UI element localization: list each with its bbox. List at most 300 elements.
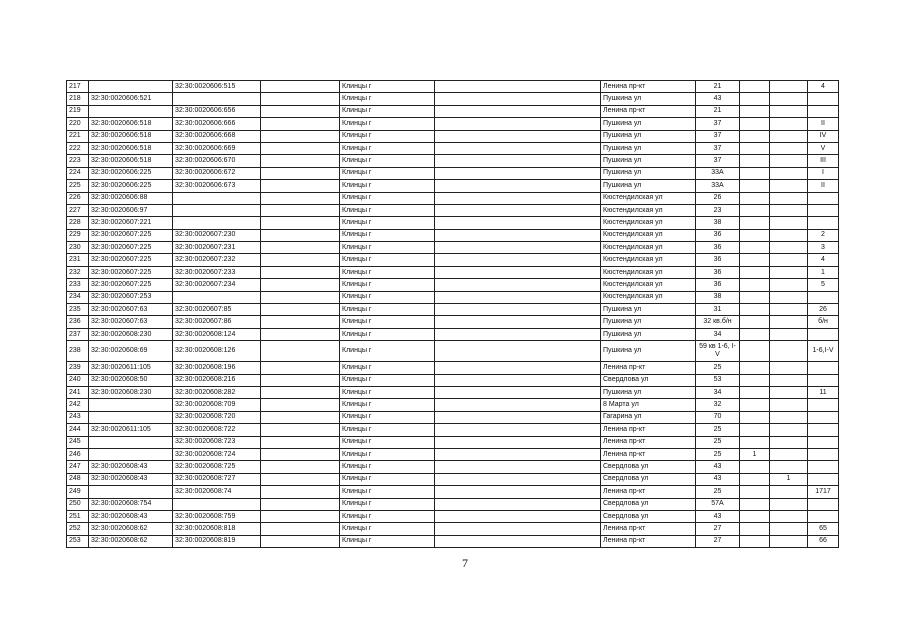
table-row — [67, 436, 839, 448]
table-row — [67, 204, 839, 216]
city-cell: Клинцы г — [340, 217, 435, 229]
mark-cell — [740, 486, 770, 498]
empty-cell — [435, 523, 601, 535]
row-number-cell: 230 — [67, 242, 89, 254]
row-number-cell: 227 — [67, 204, 89, 216]
mark-cell — [740, 498, 770, 510]
row-number-cell: 223 — [67, 155, 89, 167]
mark-cell — [740, 266, 770, 278]
parent-cadastral-number-cell: 32:30:0020607:225 — [89, 266, 173, 278]
empty-cell — [435, 142, 601, 154]
house-number-cell: 37 — [696, 118, 740, 130]
city-cell: Клинцы г — [340, 155, 435, 167]
row-number-cell: 231 — [67, 254, 89, 266]
cadastral-number-cell — [173, 217, 261, 229]
table-row — [67, 130, 839, 142]
cadastral-number-cell: 32:30:0020606:668 — [173, 130, 261, 142]
street-cell: Кюстендилская ул — [601, 192, 696, 204]
mark-cell — [740, 192, 770, 204]
table-row — [67, 291, 839, 303]
premises-number-cell: 1-6,I-V — [808, 341, 839, 362]
premises-number-cell: 26 — [808, 304, 839, 316]
cadastral-number-cell: 32:30:0020607:232 — [173, 254, 261, 266]
mark-cell — [740, 291, 770, 303]
premises-number-cell — [808, 473, 839, 485]
premises-number-cell — [808, 217, 839, 229]
cadastral-number-cell: 32:30:0020606:672 — [173, 167, 261, 179]
city-cell: Клинцы г — [340, 523, 435, 535]
house-number-cell: 59 кв 1-6, I-V — [696, 341, 740, 362]
premises-number-cell — [808, 461, 839, 473]
city-cell: Клинцы г — [340, 424, 435, 436]
row-number-cell: 249 — [67, 486, 89, 498]
street-cell: Кюстендилская ул — [601, 279, 696, 291]
parent-cadastral-number-cell: 32:30:0020606:518 — [89, 142, 173, 154]
premises-number-cell — [808, 374, 839, 386]
row-number-cell: 224 — [67, 167, 89, 179]
house-number-cell: 36 — [696, 266, 740, 278]
city-cell: Клинцы г — [340, 242, 435, 254]
city-cell: Клинцы г — [340, 266, 435, 278]
mark-cell — [740, 341, 770, 362]
cadastral-number-cell: 32:30:0020607:231 — [173, 242, 261, 254]
cadastral-number-cell — [173, 192, 261, 204]
empty-cell — [261, 424, 340, 436]
mark-cell — [740, 217, 770, 229]
table-row — [67, 155, 839, 167]
house-number-cell: 34 — [696, 328, 740, 340]
empty-cell — [261, 374, 340, 386]
cadastral-number-cell: 32:30:0020608:724 — [173, 448, 261, 460]
street-cell: Свердлова ул — [601, 510, 696, 522]
street-cell: Пушкина ул — [601, 155, 696, 167]
empty-cell — [261, 399, 340, 411]
empty-cell — [435, 411, 601, 423]
house-number-cell: 53 — [696, 374, 740, 386]
cadastral-number-cell: 32:30:0020608:124 — [173, 328, 261, 340]
parent-cadastral-number-cell: 32:30:0020606:521 — [89, 93, 173, 105]
premises-number-cell: б/н — [808, 316, 839, 328]
row-number-cell: 245 — [67, 436, 89, 448]
premises-number-cell: 11 — [808, 386, 839, 398]
parent-cadastral-number-cell: 32:30:0020607:63 — [89, 304, 173, 316]
row-number-cell: 252 — [67, 523, 89, 535]
mark-cell — [770, 105, 808, 117]
mark-cell — [770, 266, 808, 278]
house-number-cell: 25 — [696, 486, 740, 498]
house-number-cell: 25 — [696, 448, 740, 460]
mark-cell — [770, 242, 808, 254]
mark-cell — [770, 93, 808, 105]
cadastral-number-cell: 32:30:0020606:673 — [173, 180, 261, 192]
street-cell: 8 Марта ул — [601, 399, 696, 411]
cadastral-number-cell — [173, 204, 261, 216]
city-cell: Клинцы г — [340, 192, 435, 204]
street-cell: Пушкина ул — [601, 386, 696, 398]
mark-cell — [740, 424, 770, 436]
cadastral-number-cell: 32:30:0020608:819 — [173, 535, 261, 547]
street-cell: Пушкина ул — [601, 316, 696, 328]
premises-number-cell: 65 — [808, 523, 839, 535]
parent-cadastral-number-cell: 32:30:0020607:225 — [89, 254, 173, 266]
street-cell: Ленина пр-кт — [601, 81, 696, 93]
city-cell: Клинцы г — [340, 386, 435, 398]
empty-cell — [261, 93, 340, 105]
city-cell: Клинцы г — [340, 93, 435, 105]
cadastral-number-cell: 32:30:0020608:818 — [173, 523, 261, 535]
house-number-cell: 38 — [696, 291, 740, 303]
city-cell: Клинцы г — [340, 254, 435, 266]
row-number-cell: 248 — [67, 473, 89, 485]
premises-number-cell: II — [808, 180, 839, 192]
empty-cell — [261, 535, 340, 547]
house-number-cell: 34 — [696, 386, 740, 398]
empty-cell — [261, 242, 340, 254]
cadastral-number-cell: 32:30:0020608:722 — [173, 424, 261, 436]
city-cell: Клинцы г — [340, 304, 435, 316]
cadastral-number-cell: 32:30:0020606:656 — [173, 105, 261, 117]
street-cell: Ленина пр-кт — [601, 535, 696, 547]
empty-cell — [261, 142, 340, 154]
premises-number-cell — [808, 192, 839, 204]
mark-cell — [770, 411, 808, 423]
empty-cell — [261, 341, 340, 362]
cadastral-number-cell — [173, 291, 261, 303]
empty-cell — [435, 105, 601, 117]
empty-cell — [435, 81, 601, 93]
parent-cadastral-number-cell: 32:30:0020607:225 — [89, 229, 173, 241]
table-row — [67, 217, 839, 229]
mark-cell — [740, 461, 770, 473]
row-number-cell: 228 — [67, 217, 89, 229]
mark-cell — [740, 81, 770, 93]
empty-cell — [435, 424, 601, 436]
cadastral-number-cell: 32:30:0020608:282 — [173, 386, 261, 398]
street-cell: Ленина пр-кт — [601, 424, 696, 436]
premises-number-cell — [808, 291, 839, 303]
mark-cell — [770, 192, 808, 204]
mark-cell — [740, 473, 770, 485]
row-number-cell: 226 — [67, 192, 89, 204]
mark-cell — [770, 130, 808, 142]
empty-cell — [261, 217, 340, 229]
house-number-cell: 57А — [696, 498, 740, 510]
row-number-cell: 246 — [67, 448, 89, 460]
city-cell: Клинцы г — [340, 473, 435, 485]
city-cell: Клинцы г — [340, 328, 435, 340]
city-cell: Клинцы г — [340, 341, 435, 362]
street-cell: Пушкина ул — [601, 341, 696, 362]
empty-cell — [261, 279, 340, 291]
cadastral-number-cell: 32:30:0020607:85 — [173, 304, 261, 316]
premises-number-cell: 66 — [808, 535, 839, 547]
mark-cell — [770, 204, 808, 216]
empty-cell — [261, 266, 340, 278]
mark-cell: 1 — [740, 448, 770, 460]
premises-number-cell — [808, 105, 839, 117]
mark-cell — [740, 411, 770, 423]
table-row — [67, 180, 839, 192]
house-number-cell: 21 — [696, 105, 740, 117]
city-cell: Клинцы г — [340, 316, 435, 328]
empty-cell — [261, 461, 340, 473]
premises-number-cell — [808, 436, 839, 448]
empty-cell — [261, 180, 340, 192]
row-number-cell: 218 — [67, 93, 89, 105]
city-cell: Клинцы г — [340, 204, 435, 216]
row-number-cell: 236 — [67, 316, 89, 328]
cadastral-number-cell: 32:30:0020608:126 — [173, 341, 261, 362]
mark-cell — [770, 498, 808, 510]
empty-cell — [435, 192, 601, 204]
mark-cell — [770, 142, 808, 154]
street-cell: Ленина пр-кт — [601, 362, 696, 374]
street-cell: Кюстендилская ул — [601, 229, 696, 241]
city-cell: Клинцы г — [340, 498, 435, 510]
cadastral-number-cell: 32:30:0020608:720 — [173, 411, 261, 423]
cadastral-number-cell: 32:30:0020607:86 — [173, 316, 261, 328]
empty-cell — [435, 399, 601, 411]
cadastral-number-cell: 32:30:0020608:196 — [173, 362, 261, 374]
mark-cell — [770, 229, 808, 241]
parent-cadastral-number-cell — [89, 105, 173, 117]
table-row — [67, 535, 839, 547]
row-number-cell: 222 — [67, 142, 89, 154]
parent-cadastral-number-cell: 32:30:0020611:105 — [89, 362, 173, 374]
street-cell: Пушкина ул — [601, 93, 696, 105]
premises-number-cell — [808, 510, 839, 522]
empty-cell — [261, 411, 340, 423]
empty-cell — [435, 498, 601, 510]
premises-number-cell: 1 — [808, 266, 839, 278]
house-number-cell: 33А — [696, 180, 740, 192]
mark-cell — [770, 254, 808, 266]
table-row — [67, 486, 839, 498]
street-cell: Ленина пр-кт — [601, 486, 696, 498]
parent-cadastral-number-cell — [89, 399, 173, 411]
parent-cadastral-number-cell — [89, 486, 173, 498]
empty-cell — [435, 341, 601, 362]
mark-cell — [740, 362, 770, 374]
parent-cadastral-number-cell: 32:30:0020606:518 — [89, 155, 173, 167]
table-row — [67, 523, 839, 535]
empty-cell — [261, 118, 340, 130]
empty-cell — [261, 316, 340, 328]
house-number-cell: 27 — [696, 535, 740, 547]
row-number-cell: 250 — [67, 498, 89, 510]
parent-cadastral-number-cell: 32:30:0020608:230 — [89, 328, 173, 340]
street-cell: Гагарина ул — [601, 411, 696, 423]
parent-cadastral-number-cell: 32:30:0020607:253 — [89, 291, 173, 303]
mark-cell — [770, 167, 808, 179]
house-number-cell: 37 — [696, 155, 740, 167]
row-number-cell: 253 — [67, 535, 89, 547]
premises-number-cell — [808, 424, 839, 436]
house-number-cell: 23 — [696, 204, 740, 216]
mark-cell — [770, 180, 808, 192]
mark-cell — [740, 386, 770, 398]
empty-cell — [261, 204, 340, 216]
mark-cell — [740, 523, 770, 535]
table-row — [67, 362, 839, 374]
empty-cell — [435, 304, 601, 316]
house-number-cell: 25 — [696, 424, 740, 436]
mark-cell — [740, 130, 770, 142]
street-cell: Кюстендилская ул — [601, 217, 696, 229]
premises-number-cell: II — [808, 118, 839, 130]
cadastral-number-cell: 32:30:0020608:725 — [173, 461, 261, 473]
mark-cell — [770, 291, 808, 303]
mark-cell — [740, 167, 770, 179]
street-cell: Ленина пр-кт — [601, 436, 696, 448]
empty-cell — [261, 291, 340, 303]
city-cell: Клинцы г — [340, 362, 435, 374]
parent-cadastral-number-cell — [89, 436, 173, 448]
empty-cell — [435, 386, 601, 398]
table-row — [67, 386, 839, 398]
house-number-cell: 25 — [696, 362, 740, 374]
street-cell: Пушкина ул — [601, 328, 696, 340]
street-cell: Свердлова ул — [601, 461, 696, 473]
mark-cell — [770, 155, 808, 167]
mark-cell — [740, 242, 770, 254]
empty-cell — [261, 328, 340, 340]
city-cell: Клинцы г — [340, 130, 435, 142]
empty-cell — [435, 510, 601, 522]
row-number-cell: 235 — [67, 304, 89, 316]
cadastral-number-cell: 32:30:0020606:515 — [173, 81, 261, 93]
empty-cell — [261, 105, 340, 117]
house-number-cell: 25 — [696, 436, 740, 448]
empty-cell — [261, 523, 340, 535]
street-cell: Свердлова ул — [601, 473, 696, 485]
cadastral-number-cell: 32:30:0020607:230 — [173, 229, 261, 241]
row-number-cell: 239 — [67, 362, 89, 374]
house-number-cell: 32 — [696, 399, 740, 411]
table-row — [67, 142, 839, 154]
mark-cell — [740, 180, 770, 192]
empty-cell — [435, 254, 601, 266]
empty-cell — [261, 436, 340, 448]
mark-cell — [740, 155, 770, 167]
empty-cell — [435, 291, 601, 303]
mark-cell — [740, 328, 770, 340]
cadastral-number-cell: 32:30:0020608:74 — [173, 486, 261, 498]
cadastral-number-cell: 32:30:0020606:669 — [173, 142, 261, 154]
mark-cell — [740, 142, 770, 154]
row-number-cell: 229 — [67, 229, 89, 241]
house-number-cell: 43 — [696, 473, 740, 485]
premises-number-cell: 4 — [808, 254, 839, 266]
premises-number-cell: 5 — [808, 279, 839, 291]
table-row — [67, 93, 839, 105]
parent-cadastral-number-cell: 32:30:0020606:88 — [89, 192, 173, 204]
row-number-cell: 238 — [67, 341, 89, 362]
row-number-cell: 225 — [67, 180, 89, 192]
table-row — [67, 498, 839, 510]
mark-cell — [770, 535, 808, 547]
city-cell: Клинцы г — [340, 486, 435, 498]
premises-number-cell — [808, 498, 839, 510]
empty-cell — [435, 266, 601, 278]
house-number-cell: 37 — [696, 142, 740, 154]
empty-cell — [435, 316, 601, 328]
street-cell: Кюстендилская ул — [601, 291, 696, 303]
empty-cell — [435, 93, 601, 105]
table-row — [67, 510, 839, 522]
parent-cadastral-number-cell: 32:30:0020608:230 — [89, 386, 173, 398]
premises-number-cell: V — [808, 142, 839, 154]
house-number-cell: 36 — [696, 242, 740, 254]
table-row — [67, 304, 839, 316]
mark-cell — [770, 118, 808, 130]
table-row — [67, 473, 839, 485]
street-cell: Кюстендилская ул — [601, 242, 696, 254]
premises-number-cell — [808, 448, 839, 460]
table-row — [67, 399, 839, 411]
mark-cell — [770, 316, 808, 328]
empty-cell — [435, 448, 601, 460]
street-cell: Кюстендилская ул — [601, 254, 696, 266]
registry-table — [66, 80, 839, 548]
city-cell: Клинцы г — [340, 535, 435, 547]
table-row — [67, 229, 839, 241]
empty-cell — [435, 155, 601, 167]
row-number-cell: 232 — [67, 266, 89, 278]
cadastral-number-cell: 32:30:0020606:666 — [173, 118, 261, 130]
house-number-cell: 27 — [696, 523, 740, 535]
empty-cell — [435, 130, 601, 142]
parent-cadastral-number-cell: 32:30:0020607:63 — [89, 316, 173, 328]
mark-cell — [740, 254, 770, 266]
registry-rows — [67, 81, 839, 548]
table-row — [67, 266, 839, 278]
premises-number-cell — [808, 399, 839, 411]
row-number-cell: 237 — [67, 328, 89, 340]
parent-cadastral-number-cell — [89, 411, 173, 423]
mark-cell — [740, 229, 770, 241]
empty-cell — [435, 362, 601, 374]
premises-number-cell: 2 — [808, 229, 839, 241]
house-number-cell: 43 — [696, 510, 740, 522]
street-cell: Пушкина ул — [601, 167, 696, 179]
parent-cadastral-number-cell: 32:30:0020608:754 — [89, 498, 173, 510]
row-number-cell: 242 — [67, 399, 89, 411]
house-number-cell: 26 — [696, 192, 740, 204]
table-row — [67, 81, 839, 93]
house-number-cell: 31 — [696, 304, 740, 316]
parent-cadastral-number-cell: 32:30:0020608:43 — [89, 510, 173, 522]
street-cell: Свердлова ул — [601, 374, 696, 386]
city-cell: Клинцы г — [340, 461, 435, 473]
mark-cell — [740, 510, 770, 522]
mark-cell — [740, 204, 770, 216]
mark-cell — [770, 279, 808, 291]
mark-cell — [740, 118, 770, 130]
parent-cadastral-number-cell: 32:30:0020606:225 — [89, 180, 173, 192]
page-number: 7 — [462, 556, 468, 570]
table-row — [67, 105, 839, 117]
city-cell: Клинцы г — [340, 510, 435, 522]
empty-cell — [261, 130, 340, 142]
city-cell: Клинцы г — [340, 279, 435, 291]
mark-cell — [770, 510, 808, 522]
city-cell: Клинцы г — [340, 81, 435, 93]
empty-cell — [261, 192, 340, 204]
street-cell: Ленина пр-кт — [601, 105, 696, 117]
table-row — [67, 424, 839, 436]
city-cell: Клинцы г — [340, 374, 435, 386]
